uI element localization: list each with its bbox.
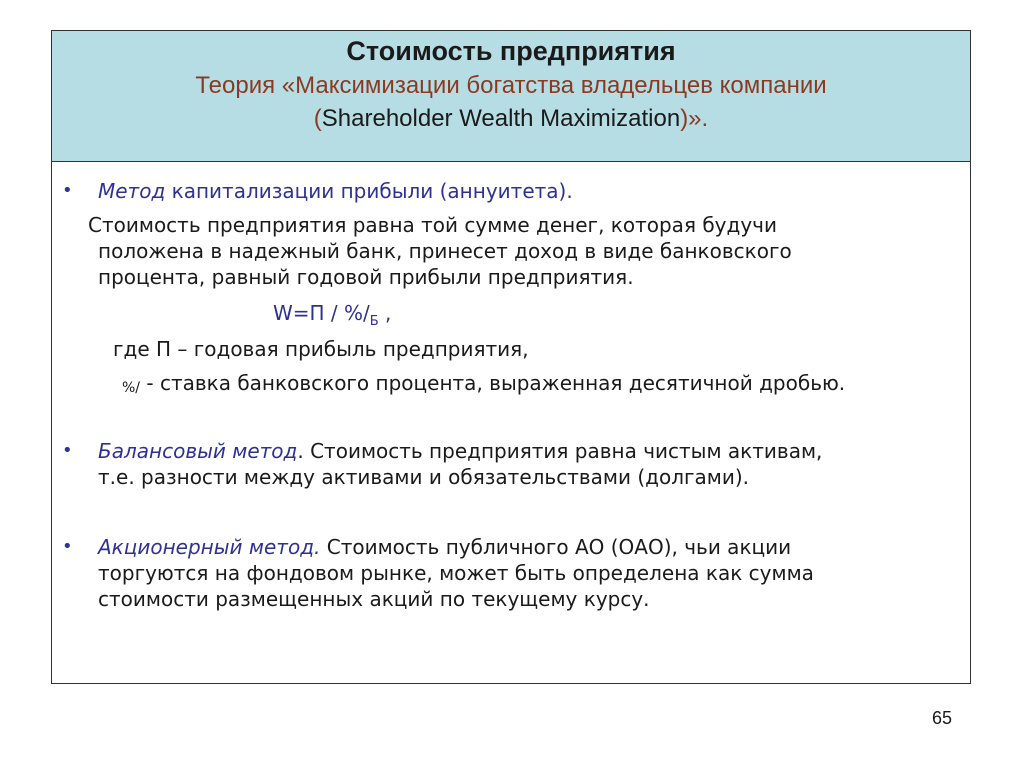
bullet-marker: • [62,180,73,201]
bullet-3-line-3: стоимости размещенных акций по текущему курсу. [98,587,650,611]
method-1-rest: капитализации прибыли (аннуитета). [165,179,573,203]
paragraph-line: положена в надежный банк, принесет доход в виде банковского [98,239,792,263]
bullet-marker: • [62,440,73,461]
method-3-name: Акционерный метод. [98,535,321,559]
subtitle-paren-open: ( [313,105,322,132]
bullet-2-line-2: т.е. разности между активами и обязательствами (долгами). [98,465,749,489]
subtitle-line-2 [52,102,970,135]
method-2-name: Балансовый метод [98,439,298,463]
bullet-3-line-1 [98,534,791,560]
bullet-3-line-2: торгуются на фондовом рынке, может быть определена как сумма [98,561,814,585]
formula-tail: , [378,301,392,325]
bullet-2-line-1 [98,438,822,464]
rate-symbol: %/ [122,380,141,396]
method-2-rest: . Стоимость предприятия равна чистым активам, [297,439,823,463]
slide-title: Стоимость предприятия [346,36,676,66]
subtitle-line-1: Теория «Максимизации богатства владельцев компании [195,72,827,99]
paragraph-line: Стоимость предприятия равна той сумме денег, которая будучи [88,213,777,237]
method-1-name: Метод [98,179,166,203]
subtitle-paren-close: )». [680,105,709,132]
page-number: 65 [932,708,953,728]
method-3-rest: Стоимость публичного АО (ОАО), чьи акции [320,535,792,559]
where-line: где П – годовая прибыль предприятия, [113,337,529,361]
paragraph-line: процента, равный годовой прибыли предприятия. [98,265,634,289]
subtitle-english: Shareholder Wealth Maximization [321,105,681,132]
slide-subtitle [52,69,970,135]
bullet-marker: • [62,536,73,557]
formula-subscript: Б [369,314,379,329]
formula [273,300,391,335]
slide-body [52,162,970,683]
rate-line [122,370,845,401]
slide-header [52,31,970,162]
formula-main: W=П / %/ [273,301,370,325]
rate-text: - ставка банковского процента, выраженная десятичной дробью. [140,371,846,395]
bullet-1-heading [98,178,573,204]
slide-frame [51,30,971,684]
